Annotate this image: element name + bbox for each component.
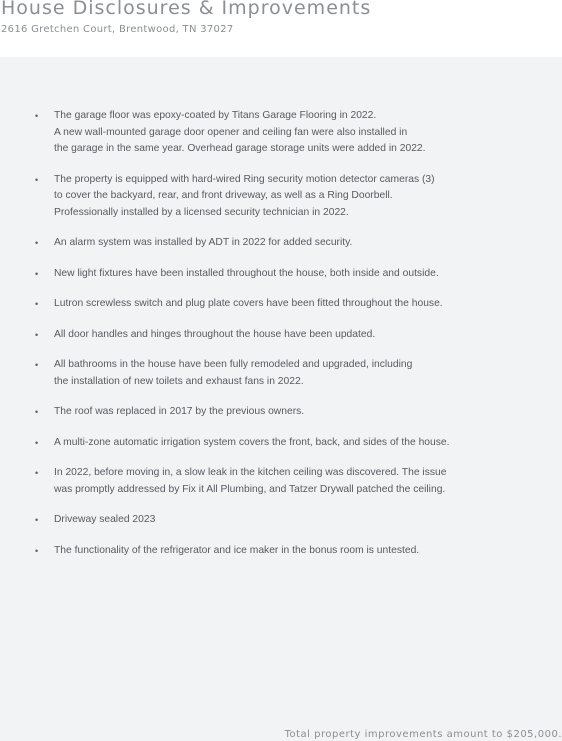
list-item [0, 172, 524, 222]
document-header [0, 0, 562, 57]
list-item-text: All bathrooms in the house have been fully remodeled and upgraded, including [54, 359, 413, 370]
bullet-icon: • [35, 299, 39, 309]
list-item [0, 357, 524, 390]
bullet-icon: • [35, 111, 39, 121]
list-item-text: The functionality of the refrigerator and ice maker in the bonus room is untested. [54, 544, 420, 556]
disclosures-panel [0, 57, 562, 741]
page-title: House Disclosures & Improvements [1, 0, 372, 19]
property-address: 2616 Gretchen Court, Brentwood, TN 37027 [1, 24, 234, 35]
bullet-icon: • [35, 437, 39, 448]
list-item [0, 235, 524, 252]
bullet-icon: • [35, 174, 39, 185]
list-item [0, 266, 524, 283]
list-item-text: the installation of new toilets and exhaust fans in 2022. [54, 375, 304, 387]
disclosures-list [0, 108, 524, 573]
list-item-text: A new wall-mounted garage door opener and ceiling fan were also installed in [54, 126, 408, 138]
list-item-text: The garage floor was epoxy-coated by Titans Garage Flooring in 2022. [54, 110, 377, 121]
list-item-text: New light fixtures have been installed throughout the house, both inside and outside. [54, 267, 439, 279]
list-item-text: the garage in the same year. Overhead garage storage units were added in 2022. [54, 143, 426, 154]
list-item [0, 435, 524, 452]
list-item [0, 296, 524, 313]
bullet-icon: • [35, 329, 39, 340]
bullet-icon: • [35, 468, 39, 478]
list-item [0, 404, 524, 421]
list-item-text: All door handles and hinges throughout the house have been updated. [54, 328, 376, 340]
list-item-text: In 2022, before moving in, a slow leak in the kitchen ceiling was discovered. The issue [54, 467, 447, 478]
list-item-text: The roof was replaced in 2017 by the previous owners. [54, 406, 305, 417]
list-item-text: was promptly addressed by Fix it All Plumbing, and Tatzer Drywall patched the ceiling. [54, 483, 446, 495]
list-item-text: Professionally installed by a licensed security technician in 2022. [54, 206, 349, 218]
bullet-icon: • [35, 268, 39, 279]
total-improvements: Total property improvements amount to $205,000. [284, 729, 562, 740]
bullet-icon: • [35, 407, 39, 417]
list-item-text: to cover the backyard, rear, and front driveway, as well as a Ring Doorbell. [54, 190, 393, 201]
list-item [0, 327, 524, 344]
list-item [0, 512, 524, 529]
bullet-icon: • [35, 515, 39, 525]
list-item-text: An alarm system was installed by ADT in 2022 for added security. [54, 237, 353, 248]
list-item-text: Lutron screwless switch and plug plate covers have been fitted throughout the house. [54, 298, 443, 309]
list-item [0, 108, 524, 158]
list-item [0, 543, 524, 560]
list-item [0, 465, 524, 498]
bullet-icon: • [35, 360, 39, 370]
list-item-text: A multi-zone automatic irrigation system covers the front, back, and sides of the house. [54, 436, 450, 448]
list-item-text: Driveway sealed 2023 [54, 514, 156, 525]
bullet-icon: • [35, 545, 39, 556]
bullet-icon: • [35, 238, 39, 248]
list-item-text: The property is equipped with hard-wired Ring security motion detector cameras (3) [54, 173, 435, 185]
